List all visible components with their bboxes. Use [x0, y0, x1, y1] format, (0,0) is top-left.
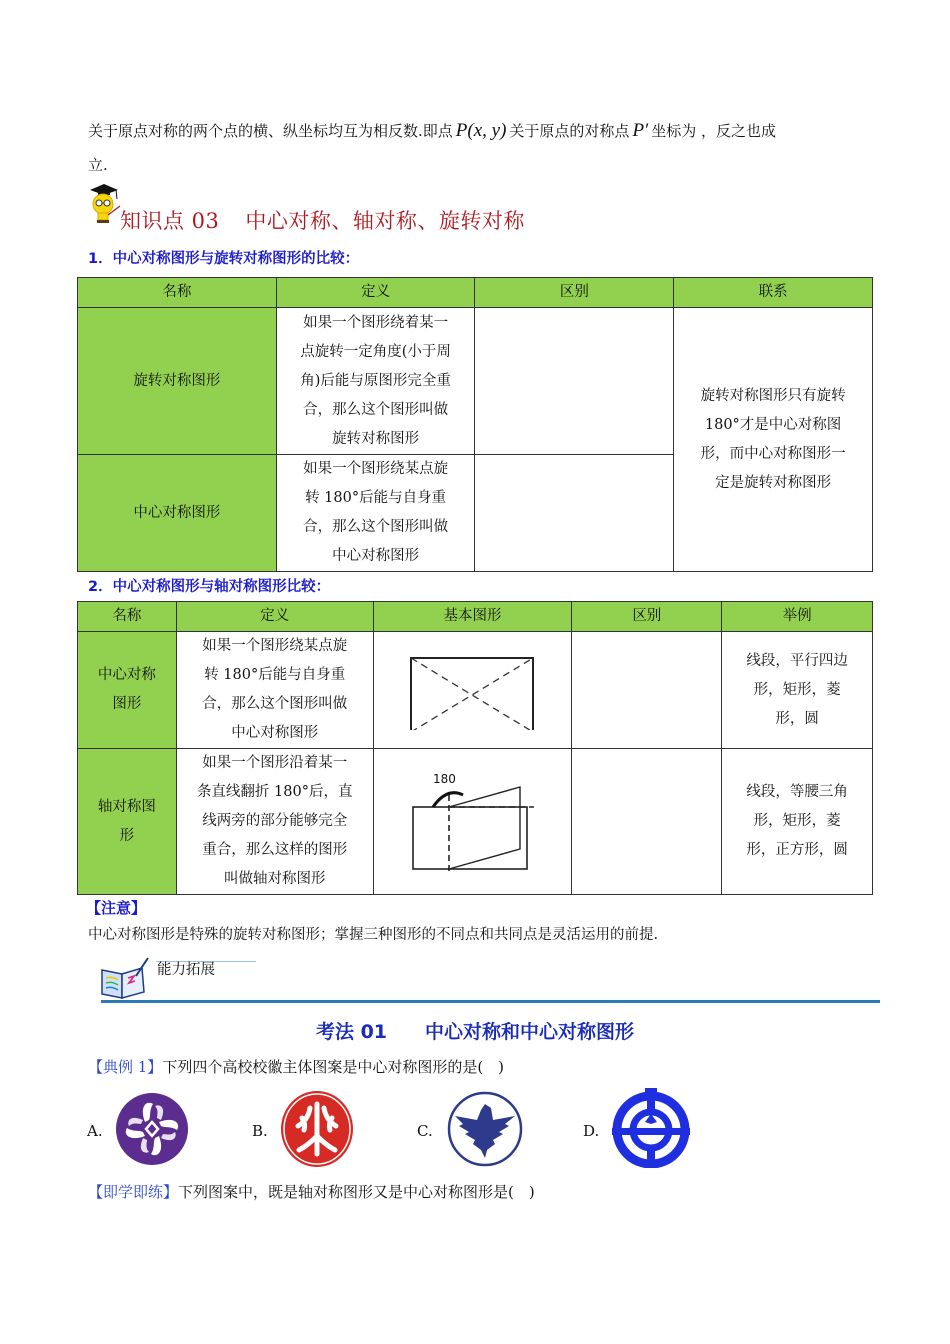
math-point-p: P(x, y): [455, 120, 507, 141]
relation-line: 180°才是中心对称图: [704, 416, 842, 433]
kaofa-title: 考法 01 中心对称和中心对称图形: [315, 1021, 635, 1043]
definition-line: 条直线翻折 180°后，直: [196, 784, 353, 800]
cell-name: [78, 749, 177, 895]
example1-tag: 【典例 1】: [88, 1058, 163, 1076]
purple-flower-emblem-icon[interactable]: [115, 1092, 189, 1166]
header-name: 名称: [78, 278, 277, 308]
definition-line: 重合，那么这样的图形: [202, 842, 348, 858]
note-text: 中心对称图形是特殊的旋转对称图形；掌握三种图形的不同点和共同点是灵活运用的前提.: [88, 927, 659, 943]
intro-text-3: 坐标为 ，反之也成: [651, 122, 776, 140]
cell-difference: [572, 632, 722, 749]
cell-definition: [176, 632, 373, 749]
knowledge-point-label: 知识点 03: [120, 209, 220, 233]
option-a-label: A.: [87, 1122, 103, 1140]
cell-name: 旋转对称图形: [78, 308, 277, 455]
definition-line: 旋转对称图形: [332, 430, 420, 447]
table-header-row: [78, 278, 873, 308]
cell-figure: [373, 632, 572, 749]
header-difference: 区别: [572, 602, 722, 632]
name-line: 图形: [112, 696, 142, 712]
header-relation: 联系: [674, 278, 873, 308]
practice-text: 下列图案中，既是轴对称图形又是中心对称图形是( ): [178, 1183, 535, 1201]
red-seal-emblem-icon[interactable]: [280, 1090, 354, 1168]
math-point-p-prime: P′: [632, 120, 649, 141]
knowledge-point-heading: [120, 205, 525, 235]
header-difference: 区别: [475, 278, 674, 308]
relation-line: 旋转对称图形只有旋转: [700, 387, 846, 404]
definition-line: 如果一个图形绕某点旋: [202, 638, 348, 654]
cell-definition: [276, 308, 475, 455]
fold-angle-label: 180: [432, 771, 456, 786]
intro-paragraph: [88, 116, 878, 146]
definition-line: 叫做轴对称图形: [223, 871, 326, 887]
section1-heading: 1．中心对称图形与旋转对称图形的比较：: [88, 251, 360, 267]
example-line: 形，矩形，菱: [753, 813, 841, 829]
name-line: 轴对称图: [97, 798, 156, 815]
folded-rectangle-figure: [403, 767, 543, 877]
definition-line: 中心对称图形: [231, 725, 319, 741]
definition-line: 转 180°后能与自身重: [204, 667, 346, 683]
header-examples: 举例: [722, 602, 873, 632]
example-line: 形，矩形，菱: [753, 681, 841, 698]
cell-difference: [475, 455, 674, 572]
intro-paragraph-line2: 立.: [88, 156, 108, 174]
table-row: [78, 749, 873, 895]
name-line: 形: [119, 827, 135, 844]
example-line: 线段，平行四边: [746, 652, 848, 669]
intro-text-2: 关于原点的对称点: [509, 122, 630, 140]
option-c-label: C.: [417, 1122, 433, 1140]
definition-line: 转 180°后能与自身重: [305, 490, 447, 506]
example-line: 线段，等腰三角: [746, 784, 848, 800]
definition-line: 角)后能与原图形完全重: [300, 372, 451, 389]
definition-line: 如果一个图形沿着某一: [202, 755, 348, 771]
example1-question: [88, 1052, 504, 1082]
definition-line: 合，那么这个图形叫做: [303, 519, 449, 535]
definition-line: 点旋转一定角度(小于周: [300, 343, 451, 360]
rectangle-dashed-diagonals-figure: [403, 650, 543, 730]
graduate-mascot-icon: [86, 182, 122, 226]
section-divider: [101, 1000, 880, 1003]
cell-difference: [572, 749, 722, 895]
open-book-icon: [98, 956, 150, 1000]
navy-eagle-emblem-icon[interactable]: [447, 1090, 523, 1168]
definition-line: 合，那么这个图形叫做: [303, 401, 449, 418]
header-name: 名称: [78, 602, 177, 632]
intro-text-1: 关于原点对称的两个点的横、纵坐标均互为相反数.即点: [88, 122, 453, 140]
blue-ring-emblem-icon[interactable]: [612, 1088, 690, 1168]
cell-definition: [176, 749, 373, 895]
definition-line: 中心对称图形: [332, 548, 420, 564]
practice-tag: 【即学即练】: [88, 1183, 179, 1201]
central-vs-axial-table: [77, 601, 873, 895]
section2-heading: 2．中心对称图形与轴对称图形比较：: [88, 579, 331, 595]
example-line: 形，正方形，圆: [746, 842, 848, 858]
example1-text: 下列四个高校校徽主体图案是中心对称图形的是( ): [162, 1058, 505, 1076]
table-header-row: [78, 602, 873, 632]
ability-label: 能力拓展: [157, 962, 215, 978]
definition-line: 如果一个图形绕某点旋: [303, 461, 449, 477]
practice-question: [88, 1177, 535, 1207]
definition-line: 线两旁的部分能够完全: [202, 813, 348, 829]
rotation-vs-central-table: [77, 277, 873, 572]
knowledge-point-title: 中心对称、轴对称、旋转对称: [245, 209, 525, 233]
cell-definition: [276, 455, 475, 572]
relation-line: 定是旋转对称图形: [715, 474, 832, 491]
cell-examples: [722, 632, 873, 749]
option-b-label: B.: [252, 1122, 268, 1140]
header-definition: 定义: [276, 278, 475, 308]
cell-examples: [722, 749, 873, 895]
cell-relation: [674, 308, 873, 572]
header-definition: 定义: [176, 602, 373, 632]
example-line: 形，圆: [775, 710, 819, 727]
definition-line: 合，那么这个图形叫做: [202, 696, 348, 712]
cell-figure: [373, 749, 572, 895]
option-d-label: D.: [583, 1122, 600, 1140]
table-row: [78, 308, 873, 455]
definition-line: 如果一个图形绕着某一: [303, 314, 449, 331]
relation-line: 形，而中心对称图形一: [700, 445, 846, 462]
name-line: 中心对称: [97, 667, 156, 683]
cell-difference: [475, 308, 674, 455]
note-label: 【注意】: [86, 899, 147, 917]
cell-name: [78, 632, 177, 749]
header-basic-figure: 基本图形: [373, 602, 572, 632]
cell-name: 中心对称图形: [78, 455, 277, 572]
table-row: [78, 632, 873, 749]
